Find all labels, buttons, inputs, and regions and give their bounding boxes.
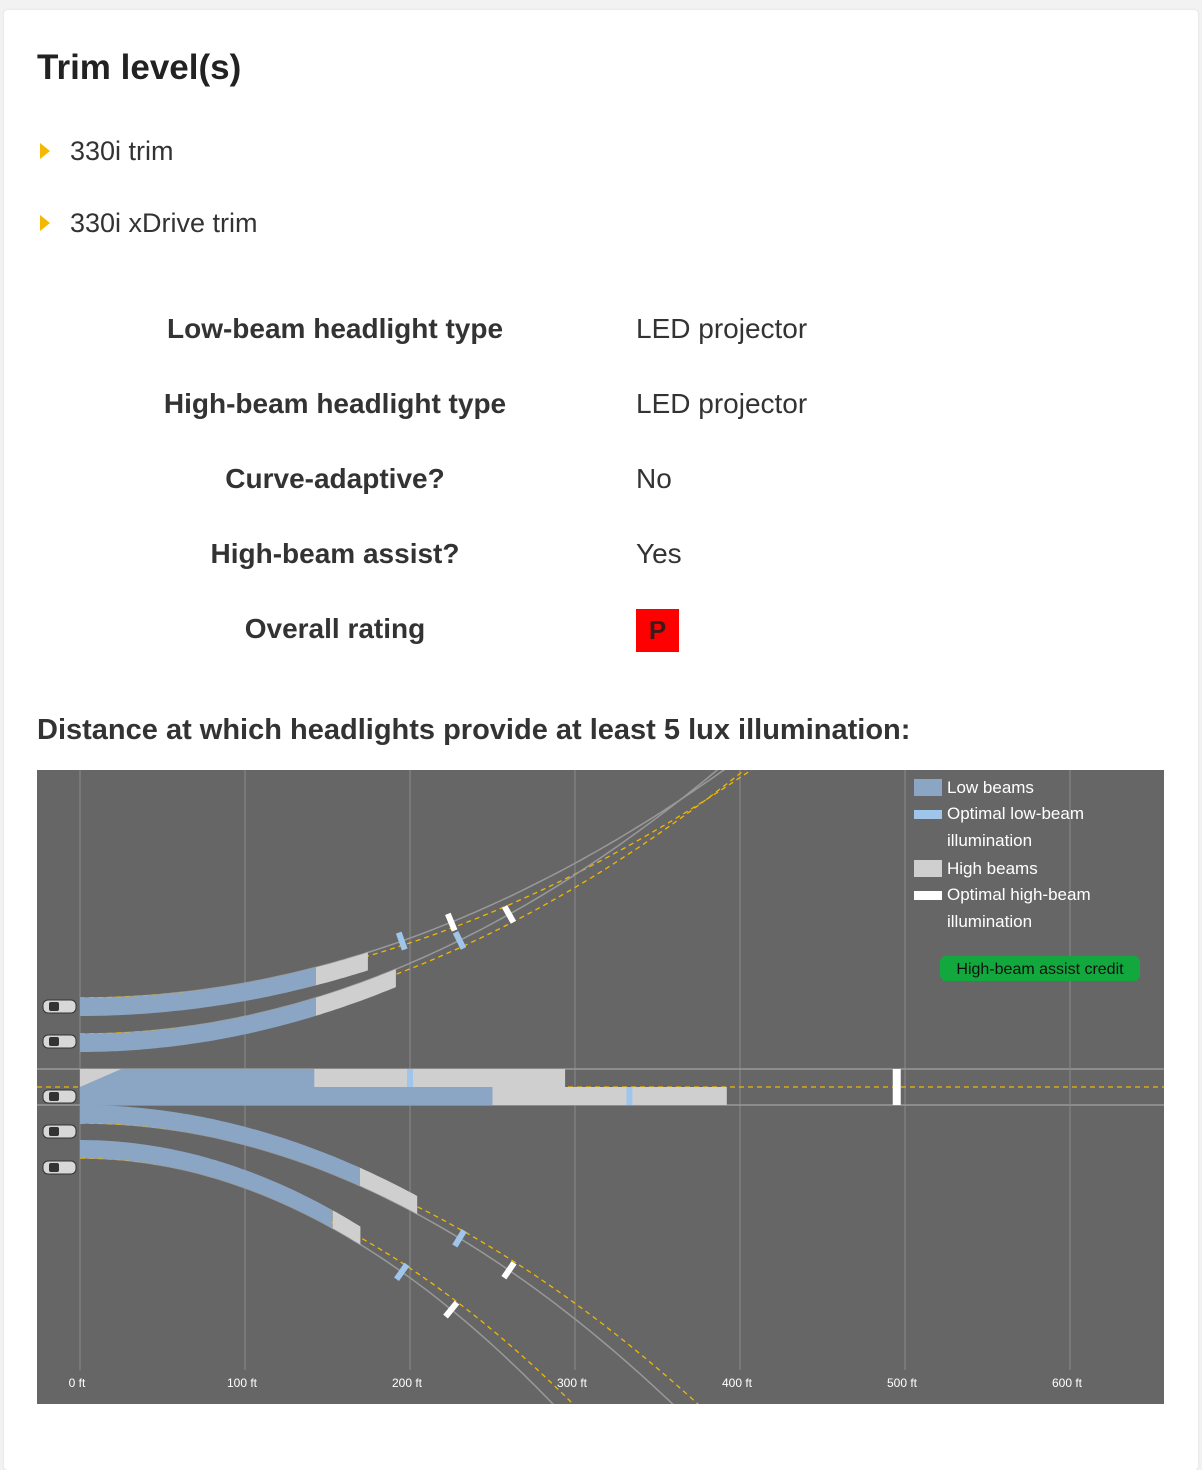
trim-section-title: Trim level(s) xyxy=(37,48,242,87)
x-tick-label: 600 ft xyxy=(1051,1376,1083,1390)
car-window-icon xyxy=(49,1092,59,1101)
x-tick-label: 300 ft xyxy=(556,1376,588,1390)
car-icon xyxy=(43,1035,76,1048)
x-tick-label: 400 ft xyxy=(721,1376,753,1390)
spec-row-curve-adaptive xyxy=(0,459,1202,499)
legend-label: illumination xyxy=(947,831,1033,850)
legend-swatch xyxy=(914,810,942,819)
spec-label: High-beam headlight type xyxy=(163,388,507,419)
car-icon xyxy=(43,1125,76,1138)
low-beam-band xyxy=(80,1069,314,1087)
road-edge-line xyxy=(80,770,1058,998)
car-window-icon xyxy=(49,1163,59,1172)
optimal-low-beam-marker xyxy=(394,1263,409,1281)
optimal-low-beam-marker xyxy=(407,1069,413,1087)
high-beam-band xyxy=(357,1167,417,1215)
spec-label: Low-beam headlight type xyxy=(166,313,504,344)
spec-value: Yes xyxy=(636,538,682,569)
legend-label: Optimal low-beam xyxy=(947,804,1084,823)
legend-label: High beams xyxy=(947,859,1038,878)
spec-row-overall-rating xyxy=(0,609,1202,649)
expand-triangle-icon xyxy=(40,143,50,159)
legend-label: illumination xyxy=(947,912,1033,931)
optimal-high-beam-marker xyxy=(502,905,516,924)
x-tick-label: 0 ft xyxy=(68,1376,86,1390)
legend-swatch xyxy=(914,891,942,900)
car-window-icon xyxy=(49,1037,59,1046)
optimal-high-beam-marker xyxy=(893,1069,901,1105)
credit-badge-label: High-beam assist credit xyxy=(956,961,1124,978)
car-window-icon xyxy=(49,1002,59,1011)
high-beam-band xyxy=(316,952,368,985)
spec-value: No xyxy=(636,463,672,494)
legend-label: Low beams xyxy=(947,778,1034,797)
spec-label: Curve-adaptive? xyxy=(225,463,445,494)
headlight-distance-chart xyxy=(37,770,1164,1404)
chart-title: Distance at which headlights provide at least 5 lux illumination: xyxy=(37,714,911,746)
road-guide xyxy=(80,1168,1058,1404)
car-icon xyxy=(43,1000,76,1013)
spec-row-high-beam-type xyxy=(0,384,1202,424)
optimal-low-beam-marker xyxy=(626,1087,632,1105)
road-edge-line xyxy=(80,1158,1058,1404)
trim-item-label: 330i trim xyxy=(70,135,174,166)
spec-row-low-beam-type xyxy=(0,309,1202,349)
trim-item-label: 330i xDrive trim xyxy=(70,207,258,238)
center-line-dashed xyxy=(80,770,1058,998)
car-icon xyxy=(43,1090,76,1103)
car-window-icon xyxy=(49,1127,59,1136)
low-beam-band xyxy=(80,1087,493,1105)
trim-item-330i[interactable] xyxy=(40,135,174,167)
spec-value: LED projector xyxy=(636,313,808,344)
spec-label: Overall rating xyxy=(244,613,426,644)
high-beam-band xyxy=(332,1210,360,1244)
legend-swatch xyxy=(914,860,942,877)
optimal-low-beam-marker xyxy=(396,932,408,951)
optimal-high-beam-marker xyxy=(443,1301,459,1319)
rating-badge: P xyxy=(636,609,679,652)
x-tick-label: 200 ft xyxy=(391,1376,423,1390)
expand-triangle-icon xyxy=(40,215,50,231)
spec-row-high-beam-assist xyxy=(0,534,1202,574)
car-icon xyxy=(43,1161,76,1174)
x-tick-label: 500 ft xyxy=(886,1376,918,1390)
chart-svg xyxy=(37,770,1164,1404)
x-tick-label: 100 ft xyxy=(226,1376,258,1390)
trim-item-330i-xdrive[interactable] xyxy=(40,207,258,239)
spec-value: LED projector xyxy=(636,388,808,419)
spec-label: High-beam assist? xyxy=(210,538,460,569)
optimal-high-beam-marker xyxy=(445,913,457,932)
optimal-low-beam-marker xyxy=(453,931,466,950)
center-line-dashed xyxy=(80,1158,1058,1404)
optimal-low-beam-marker xyxy=(452,1229,466,1247)
optimal-high-beam-marker xyxy=(501,1261,516,1279)
legend-label: Optimal high-beam xyxy=(947,885,1091,904)
legend-swatch xyxy=(914,779,942,796)
